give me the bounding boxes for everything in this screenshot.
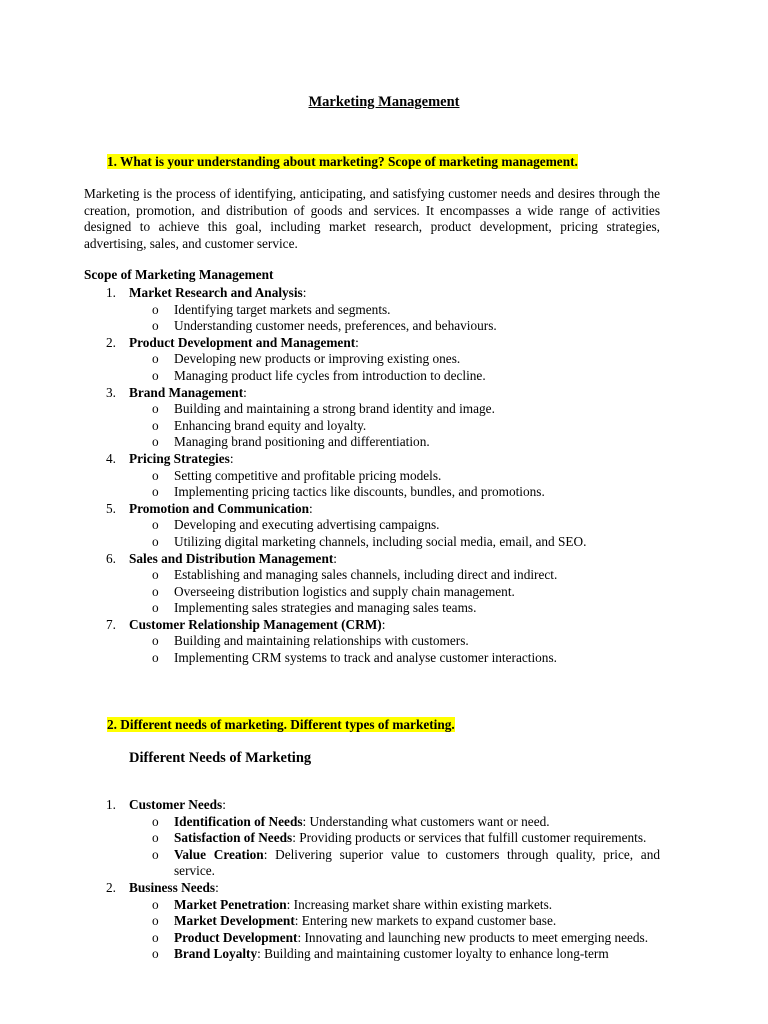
needs-subitem-term: Brand Loyalty [174, 946, 258, 962]
needs-subitem-desc: : Entering new markets to expand customer base. [294, 913, 557, 929]
scope-item [0, 451, 694, 468]
needs-item [0, 797, 768, 814]
scope-subitem [0, 517, 694, 534]
bullet-icon: o [152, 351, 159, 367]
scope-subitem [0, 418, 694, 435]
bullet-icon: o [152, 367, 159, 383]
scope-subitem-text: Setting competitive and profitable pricing models. [174, 467, 442, 483]
scope-subitem-text: Implementing sales strategies and managing sales teams. [174, 600, 477, 616]
scope-item-colon: : [333, 550, 337, 566]
scope-item-colon: : [302, 285, 307, 300]
scope-item-number: 7. [106, 616, 116, 632]
needs-subitem [0, 946, 768, 963]
scope-item-title: Brand Management [129, 384, 244, 400]
bullet-icon: o [152, 633, 159, 649]
scope-item-colon: : [309, 500, 313, 516]
scope-subitem-text: Utilizing digital marketing channels, including social media, email, and SEO. [174, 533, 587, 549]
bullet-icon: o [152, 401, 159, 417]
scope-subitem [0, 318, 694, 335]
scope-subitem [0, 484, 694, 501]
needs-subitem-term: Satisfaction of Needs [174, 830, 293, 846]
needs-subitem [0, 913, 768, 930]
scope-item-number: 4. [106, 450, 116, 466]
bullet-icon: o [152, 650, 159, 666]
needs-subitem-term: Market Penetration [174, 896, 287, 912]
scope-subitem [0, 534, 694, 551]
bullet-icon: o [152, 484, 159, 500]
scope-subitem-text: Developing new products or improving existing ones. [174, 351, 461, 367]
bullet-icon: o [152, 913, 159, 929]
scope-subitem [0, 434, 694, 451]
scope-subitem-text: Overseeing distribution logistics and supply chain management. [174, 583, 515, 599]
question-2-heading [107, 716, 455, 734]
scope-item [0, 617, 694, 634]
needs-subitem [0, 930, 768, 947]
question-2-highlight: 2. Different needs of marketing. Different types of marketing. [107, 717, 455, 732]
bullet-icon: o [152, 318, 159, 334]
document-title: Marketing Management [308, 94, 460, 110]
question-1-highlight: 1. What is your understanding about marketing? Scope of marketing management. [107, 154, 578, 169]
needs-item-title: Customer Needs [129, 797, 223, 812]
scope-item-title: Sales and Distribution Management [129, 550, 334, 566]
scope-item-number: 5. [106, 500, 116, 516]
needs-subitem-desc: : Building and maintaining customer loyalty to enhance long-term [257, 946, 609, 962]
scope-item [0, 551, 694, 568]
scope-subitem [0, 633, 694, 650]
scope-item [0, 385, 694, 402]
scope-subitem-text: Managing product life cycles from introduction to decline. [174, 367, 486, 383]
needs-subitem-desc: : Providing products or services that fulfill customer requirements. [292, 830, 647, 846]
needs-subitem-desc: : Increasing market share within existing markets. [286, 896, 553, 912]
scope-subitem [0, 401, 694, 418]
scope-subitem [0, 351, 694, 368]
scope-subitem-text: Establishing and managing sales channels, including direct and indirect. [174, 567, 558, 583]
scope-item-colon: : [243, 384, 247, 400]
bullet-icon: o [152, 417, 159, 433]
needs-subitem-term: Value Creation [174, 846, 264, 862]
scope-item-title: Promotion and Communication [129, 500, 310, 516]
scope-subitem-text: Building and maintaining relationships with customers. [174, 633, 469, 649]
scope-subitem [0, 302, 694, 319]
bullet-icon: o [152, 846, 159, 862]
scope-subitem [0, 368, 694, 385]
scope-subitem-text: Building and maintaining a strong brand identity and image. [174, 401, 495, 417]
scope-item-title: Customer Relationship Management (CRM) [129, 616, 382, 632]
scope-subitem-text: Developing and executing advertising campaigns. [174, 517, 440, 533]
scope-item [0, 501, 694, 518]
scope-subitem [0, 650, 694, 667]
intro-paragraph: Marketing is the process of identifying, anticipating, and satisfying customer needs and desires through the creation, promotion, and distribution of goods and services. It encompasses a wide range of activities designed to achieve this goal, including market research, product development, pricing strategies, advertising, sales, and customer service. [84, 186, 660, 251]
scope-subitem-text: Identifying target markets and segments. [174, 301, 391, 317]
needs-item [0, 880, 768, 897]
scope-item-number: 3. [106, 384, 116, 400]
scope-subitem [0, 584, 694, 601]
bullet-icon: o [152, 946, 159, 962]
bullet-icon: o [152, 517, 159, 533]
needs-item-title: Business Needs [129, 879, 216, 895]
scope-item [0, 335, 694, 352]
needs-subitem-desc: : Understanding what customers want or need. [302, 813, 550, 829]
needs-subitem-desc: : Delivering superior value to customers through quality, price, and service. [174, 846, 661, 879]
scope-item-number: 1. [106, 285, 116, 300]
bullet-icon: o [152, 434, 159, 450]
scope-subitem-text: Implementing pricing tactics like discounts, bundles, and promotions. [174, 484, 545, 500]
bullet-icon: o [152, 600, 159, 616]
needs-item-colon: : [215, 879, 219, 895]
needs-heading: Different Needs of Marketing [129, 750, 312, 766]
needs-subitem [0, 847, 768, 880]
scope-subitem-text: Managing brand positioning and differentiation. [174, 434, 430, 450]
scope-list [0, 285, 694, 667]
needs-item-colon: : [222, 797, 226, 812]
needs-subitem-term: Identification of Needs [174, 813, 303, 829]
scope-item [0, 285, 694, 302]
scope-heading: Scope of Marketing Management [84, 267, 274, 282]
scope-item-colon: : [229, 450, 234, 466]
scope-subitem-text: Understanding customer needs, preferences, and behaviours. [174, 318, 497, 334]
needs-list [0, 797, 768, 963]
needs-subitem [0, 830, 768, 847]
bullet-icon: o [152, 830, 159, 846]
needs-subitem-desc: : Innovating and launching new products to meet emerging needs. [297, 929, 649, 945]
scope-item-title: Product Development and Management [129, 334, 356, 350]
question-1-heading [107, 153, 578, 171]
bullet-icon: o [152, 896, 159, 912]
bullet-icon: o [152, 567, 159, 583]
scope-item-number: 2. [106, 334, 116, 350]
needs-subitem [0, 897, 768, 914]
scope-subitem [0, 468, 694, 485]
bullet-icon: o [152, 533, 159, 549]
scope-subitem-text: Implementing CRM systems to track and analyse customer interactions. [174, 650, 557, 666]
scope-item-number: 6. [106, 550, 116, 566]
bullet-icon: o [152, 301, 159, 317]
bullet-icon: o [152, 583, 159, 599]
bullet-icon: o [152, 929, 159, 945]
scope-item-title: Pricing Strategies [129, 450, 230, 466]
needs-subitem [0, 814, 768, 831]
scope-item-colon: : [381, 616, 386, 632]
needs-item-number: 2. [106, 879, 116, 895]
scope-item-title: Market Research and Analysis [129, 285, 303, 300]
bullet-icon: o [152, 813, 159, 829]
needs-subitem-term: Market Development [174, 913, 295, 929]
scope-item-colon: : [355, 334, 359, 350]
needs-item-number: 1. [106, 797, 116, 812]
scope-subitem-text: Enhancing brand equity and loyalty. [174, 417, 367, 433]
scope-subitem [0, 567, 694, 584]
bullet-icon: o [152, 467, 159, 483]
scope-subitem [0, 600, 694, 617]
needs-subitem-term: Product Development [174, 929, 298, 945]
